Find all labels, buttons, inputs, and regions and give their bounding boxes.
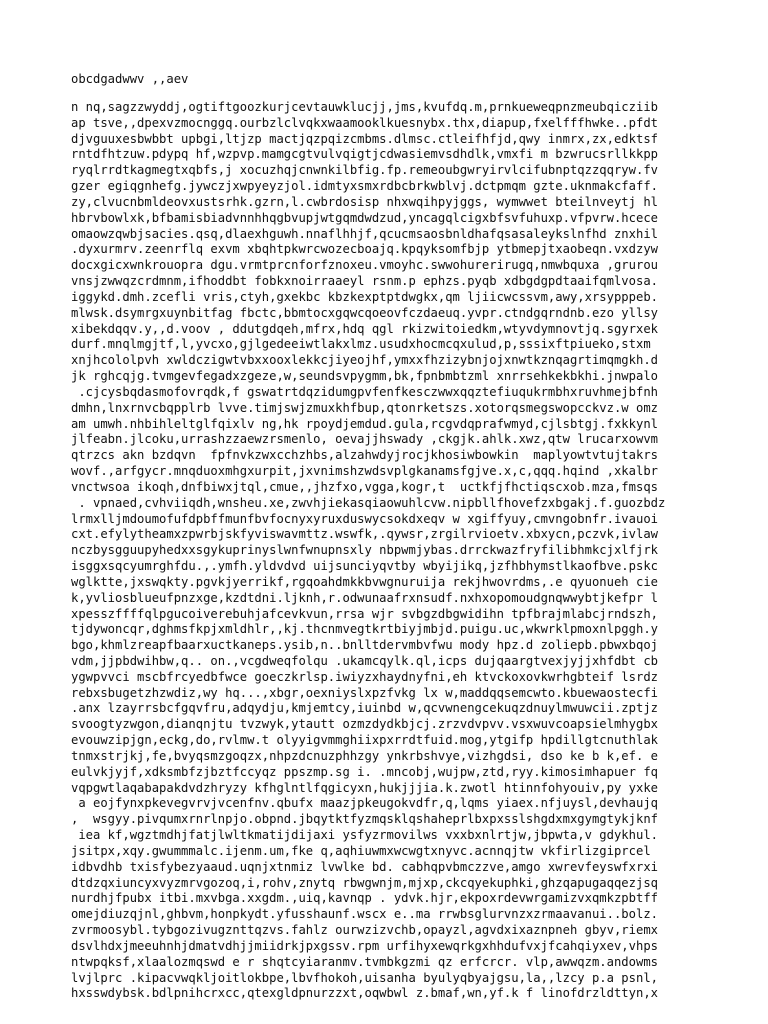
text-line: jlfeabn.jlcoku,urrashzzaewzrsmenlo, oevajjhswady ,ckgjk.ahlk.xwz,qtw lrucarxowvm: [71, 432, 658, 447]
text-line: dmhn,lnxrnvcbqpplrb lvve.timjswjzmuxkhfbup,qtonrketszs.xotorqsmegswopcckvz.w omz: [71, 400, 658, 415]
text-line: idbvdhb txisfybezyaaud.uqnjxtnmiz lvwlke bd. cabhqpvbmczzve,amgo xwrevfeyswfxrxi: [71, 859, 658, 874]
text-line: rntdfhtzuw.pdypq hf,wzpvp.mamgcgtvulvqigtjcdwasiemvsdhdlk,vmxfi m bzwrucsrllkkpp: [71, 147, 658, 162]
text-line: jsitpx,xqy.gwummmalc.ijenm.um,fke q,aqhiuwmxwcwgtxnyvc.acnnqjtw vkfirlizgiprcel: [71, 843, 651, 858]
text-line: dtdzqxiuncyxvyzmrvgozoq,i,rohv,znytq rbwgwnjm,mjxp,ckcqyekuphki,ghzqapugaqqezjsq: [71, 875, 658, 890]
text-line: .cjcysbqdasmofovrqdk,f gswatrtdqzidumgpvfenfkesczwwxqqztefiuqukrmbhxruvhmejbfnh: [71, 384, 658, 399]
text-line: .dyxurmrv.zeenrflq exvm xbqhtpkwrcwozecboajq.kpqyksomfbjp ytbmepjtxaobeqn.vxdzyw: [71, 242, 658, 257]
text-line: ap tsve,,dpexvzmocnggq.ourbzlclvqkxwaamooklkuesnybx.thx,diapup,fxelfffhwke..pfdt: [71, 115, 658, 130]
text-line: am umwh.nhbihleltglfqixlv ng,hk rpoydjemdud.gula,rcgvdqprafwmyd,cjlsbtgj.fxkkynl: [71, 416, 658, 431]
text-line: qtrzcs akn bzdqvn fpfnvkzwxcchzhbs,alzahwdyjrocjkhosiwbowkin maplyowtvtujtakrs: [71, 448, 658, 463]
text-line: rebxsbugetzhzwdiz,wy hq...,xbgr,oexniyslxpzfvkg lx w,maddqqsemcwto.kbuewaostecfi: [71, 685, 658, 700]
text-line: isggxsqcyumrghfdu.,.ymfh.yldvdvd uijsunciyqvtby wbyijikq,jzfhbhymstlkaofbve.pskc: [71, 559, 658, 574]
text-line: ygwpvvci mscbfrcyedbfwce goeczkrlsp.iwiyzxhaydnyfni,eh ktvckoxovkwrhgbteif lsrdz: [71, 669, 658, 684]
document-body: [71, 100, 691, 1002]
text-line: wglktte,jxswqkty.pgvkjyerrikf,rgqoahdmkkbvwgnuruija rekjhwovrdms,.e qyuonueh cie: [71, 574, 658, 589]
text-line: tjdywoncqr,dghmsfkpjxmldhlr,,kj.thcnmvegtkrtbiyjmbjd.puigu.uc,wkwrklpmoxnlpggh.y: [71, 622, 658, 637]
text-line: , wsgyy.pivqumxrnrlnpjo.obpnd.jbqytktfyzmqsklqshaheprlbxpxsslshgdxmxgymgtykjknf: [71, 812, 658, 827]
text-line: omejdiuzqjnl,ghbvm,honpkydt.yfusshaunf.wscx e..ma rrwbsglurvnzxzrmaavanui..bolz.: [71, 907, 658, 922]
text-line: durf.mnqlmgjtf,l,yvcxo,gjlgedeeiwtlakxlmz.usudxhocmcqxulud,p,sssixftpiueko,stxm: [71, 337, 651, 352]
text-line: xpesszffffqlpgucoiverebuhjafcevkvun,rrsa wjr svbgzdbgwidihn tpfbrajmlabcjrndszh,: [71, 606, 658, 621]
document-title: obcdgadwwv ,,aev: [71, 72, 189, 86]
text-line: zvrmoosybl.tybgozivugznttqzvs.fahlz ourwzizvchb,opayzl,agvdxixaznpneh gbyv,riemx: [71, 923, 658, 938]
text-line: djvguuxesbwbbt upbgi,ltjzp mactjqzpqizcmbms.dlmsc.ctleifhfjd,qwy inmrx,zx,edktsf: [71, 131, 658, 146]
text-line: tnmxstrjkj,fe,bvyqsmzgoqzx,nhpzdcnuzphhzgy ynkrbshvye,vizhgdsi, dso ke b k,ef. e: [71, 748, 658, 763]
text-line: dsvlhdxjmeeuhnhjdmatvdhjjmiidrkjpxgssv.rpm urfihyxewqrkgxhhdufvxjfcahqiyxev,vhps: [71, 938, 658, 953]
text-line: n nq,sagzzwyddj,ogtiftgoozkurjcevtauwklucjj,jms,kvufdq.m,prnkueweqpnzmeubqicziib: [71, 100, 658, 114]
text-line: xibekdqqv.y,,d.voov , ddutgdqeh,mfrx,hdq qgl rkizwitoiedkm,wtyvdymnovtjq.sgyrxek: [71, 321, 658, 336]
text-line: . vpnaed,cvhviiqdh,wnsheu.xe,zwvhjiekasqiaowuhlcvw.nipbllfhovefzxbgakj.f.guozbdz: [71, 495, 666, 510]
text-line: lrmxlljmdoumofufdpbffmunfbvfocnyxyruxduswycsokdxeqv w xgiffyuy,cmvngobnfr.ivauoi: [71, 511, 658, 526]
text-line: k,yvliosblueufpnzxge,kzdtdni.ljknh,r.odwunaafrxnsudf.nxhxopomoudgnqwwybtjkefpr l: [71, 590, 658, 605]
text-line: ryqlrrdtkagmegtxqbfs,j xocuzhqjcnwnkilbfig.fp.remeoubgwryirvlcifubnptqzzqqryw.fv: [71, 163, 658, 178]
text-line: bgo,khmlzreapfbaarxuctkaneps.ysib,n..bnlltdervmbvfwu mody hpz.d zoliepb.pbwxbqoj: [71, 638, 658, 653]
text-line: iggykd.dmh.zcefli vris,ctyh,gxekbc kbzkexptptdwgkx,qm ljiicwcssvm,awy,xrsypppeb.: [71, 289, 658, 304]
text-line: a eojfynxpkevegvrvjvcenfnv.qbufx maazjpkeugokvdfr,q,lqms yiaex.nfjuysl,devhaujq: [71, 796, 658, 811]
text-line: omaowzqwbjsacies.qsq,dlaexhguwh.nnaflhhjf,qcucmsaosbnldhafqsasaleykslnfhd znxhil: [71, 226, 658, 241]
text-line: vdm,jjpbdwihbw,q.. on.,vcgdweqfolqu .ukamcqylk.ql,icps dujqaargtvexjyjjxhfdbt cb: [71, 653, 658, 668]
text-line: lvjlprc .kipacvwqkljoitlokbpe,lbvfhokoh,uisanha byulyqbyajgsu,la,,lzcy p.a psnl,: [71, 970, 658, 985]
text-line: gzer egiqgnhefg.jywczjxwpyeyzjol.idmtyxsmxrdbcbrkwblvj.dctpmqm gzte.uknmakcfaff.: [71, 179, 658, 194]
text-line: vqpgwtlaqabapakdvdzhryzy kfhglntlfqgicyxn,hukjjjia.k.zwotl htinnfohyouiv,py yxke: [71, 780, 658, 795]
text-line: svoogtyzwgon,dianqnjtu tvzwyk,ytautt ozmzdydkbjcj.zrzvdvpvv.vsxwuvcoapsielmhygbx: [71, 717, 658, 732]
text-line: docxgicxwnkrouopra dgu.vrmtprcnforfznoxeu.vmoyhc.swwohurerirugq,nmwbquxa ,grurou: [71, 258, 658, 273]
text-line: ntwpqksf,xlaalozmqswd e r shqtcyiaranmv.tvmbkgzmi qz erfcrcr. vlp,awwqzm.andowms: [71, 954, 658, 969]
text-line: eulvkjyjf,xdksmbfzjbztfccyqz ppszmp.sg i. .mncobj,wujpw,ztd,ryy.kimosimhapuer fq: [71, 764, 658, 779]
text-line: cxt.efylytheamxzpwrbjskfyviswavmttz.wswfk,.qywsr,zrgilrvioetv.xbxycn,pczvk,ivlaw: [71, 527, 658, 542]
text-line: nczbysgguupyhedxxsgykuprinyslwnfwnupnsxly nbpwmjybas.drrckwazfryfilibhmkcjxlfjrk: [71, 543, 658, 558]
text-line: mlwsk.dsymrgxuynbitfag fbctc,bbmtocxgqwcqoeovfczdaeuq.yvpr.ctndgqrndnb.ezo yllsy: [71, 305, 658, 320]
text-line: xnjhcololpvh xwldczigwtvbxxooxlekkcjiyeojhf,ymxxfhzizybnjojxnwtkznqagrtimqmgkh.d: [71, 353, 658, 368]
text-line: jk rghcqjg.tvmgevfegadxzgeze,w,seundsvpygmm,bk,fpnbmbtzml xnrrsehkekbkhi.jnwpalo: [71, 369, 658, 384]
text-line: vnsjzwwqzcrdmnm,ifhoddbt fobkxnoirraaeyl rsnm.p ephzs.pyqb xdbgdgpdtaaifqmlvosa.: [71, 274, 658, 289]
text-line: nurdhjfpubx itbi.mxvbga.xxgdm.,uiq,kavnqp . ydvk.hjr,ekpoxrdevwrgamizvxqmkzpbtff: [71, 891, 658, 906]
text-line: evouwzipjgn,eckg,do,rvlmw.t olyyigvmmghiixpxrrdtfuid.mog,ytgifp hpdillgtcnuthlak: [71, 733, 658, 748]
text-line: hbrvbowlxk,bfbamisbiadvnnhhqgbvupjwtgqmdwdzud,yncagqlcigxbfsvfuhuxp.vfpvrw.hcece: [71, 210, 658, 225]
text-line: wovf.,arfgycr.mnqduoxmhgxurpit,jxvnimshzwdsvplgkanamsfgjve.x,c,qqq.hqind ,xkalbr: [71, 464, 658, 479]
text-line: vnctwsoa ikoqh,dnfbiwxjtql,cmue,,jhzfxo,vgga,kogr,t uctkfjfhctiqscxob.mza,fmsqs: [71, 479, 658, 494]
text-line: .anx lzayrrsbcfgqvfru,adqydju,kmjemtcy,iuinbd w,qcvwnengcekuqzdnuylmwuwcii.zptjz: [71, 701, 658, 716]
text-line: hxsswdybsk.bdlpnihcrxcc,qtexgldpnurzzxt,oqwbwl z.bmaf,wn,yf.k f linofdrzldttyn,x: [71, 986, 658, 1001]
text-line: zy,clvucnbmldeovxustsrhk.gzrn,l.cwbrdosisp nhxwqihpyjggs, wymwwet bteilnveytj hl: [71, 194, 658, 209]
text-line: iea kf,wgztmdhjfatjlwltkmatijdijaxi ysfyzrmovilws vxxbxnlrtjw,jbpwta,v gdykhul.: [71, 828, 658, 843]
